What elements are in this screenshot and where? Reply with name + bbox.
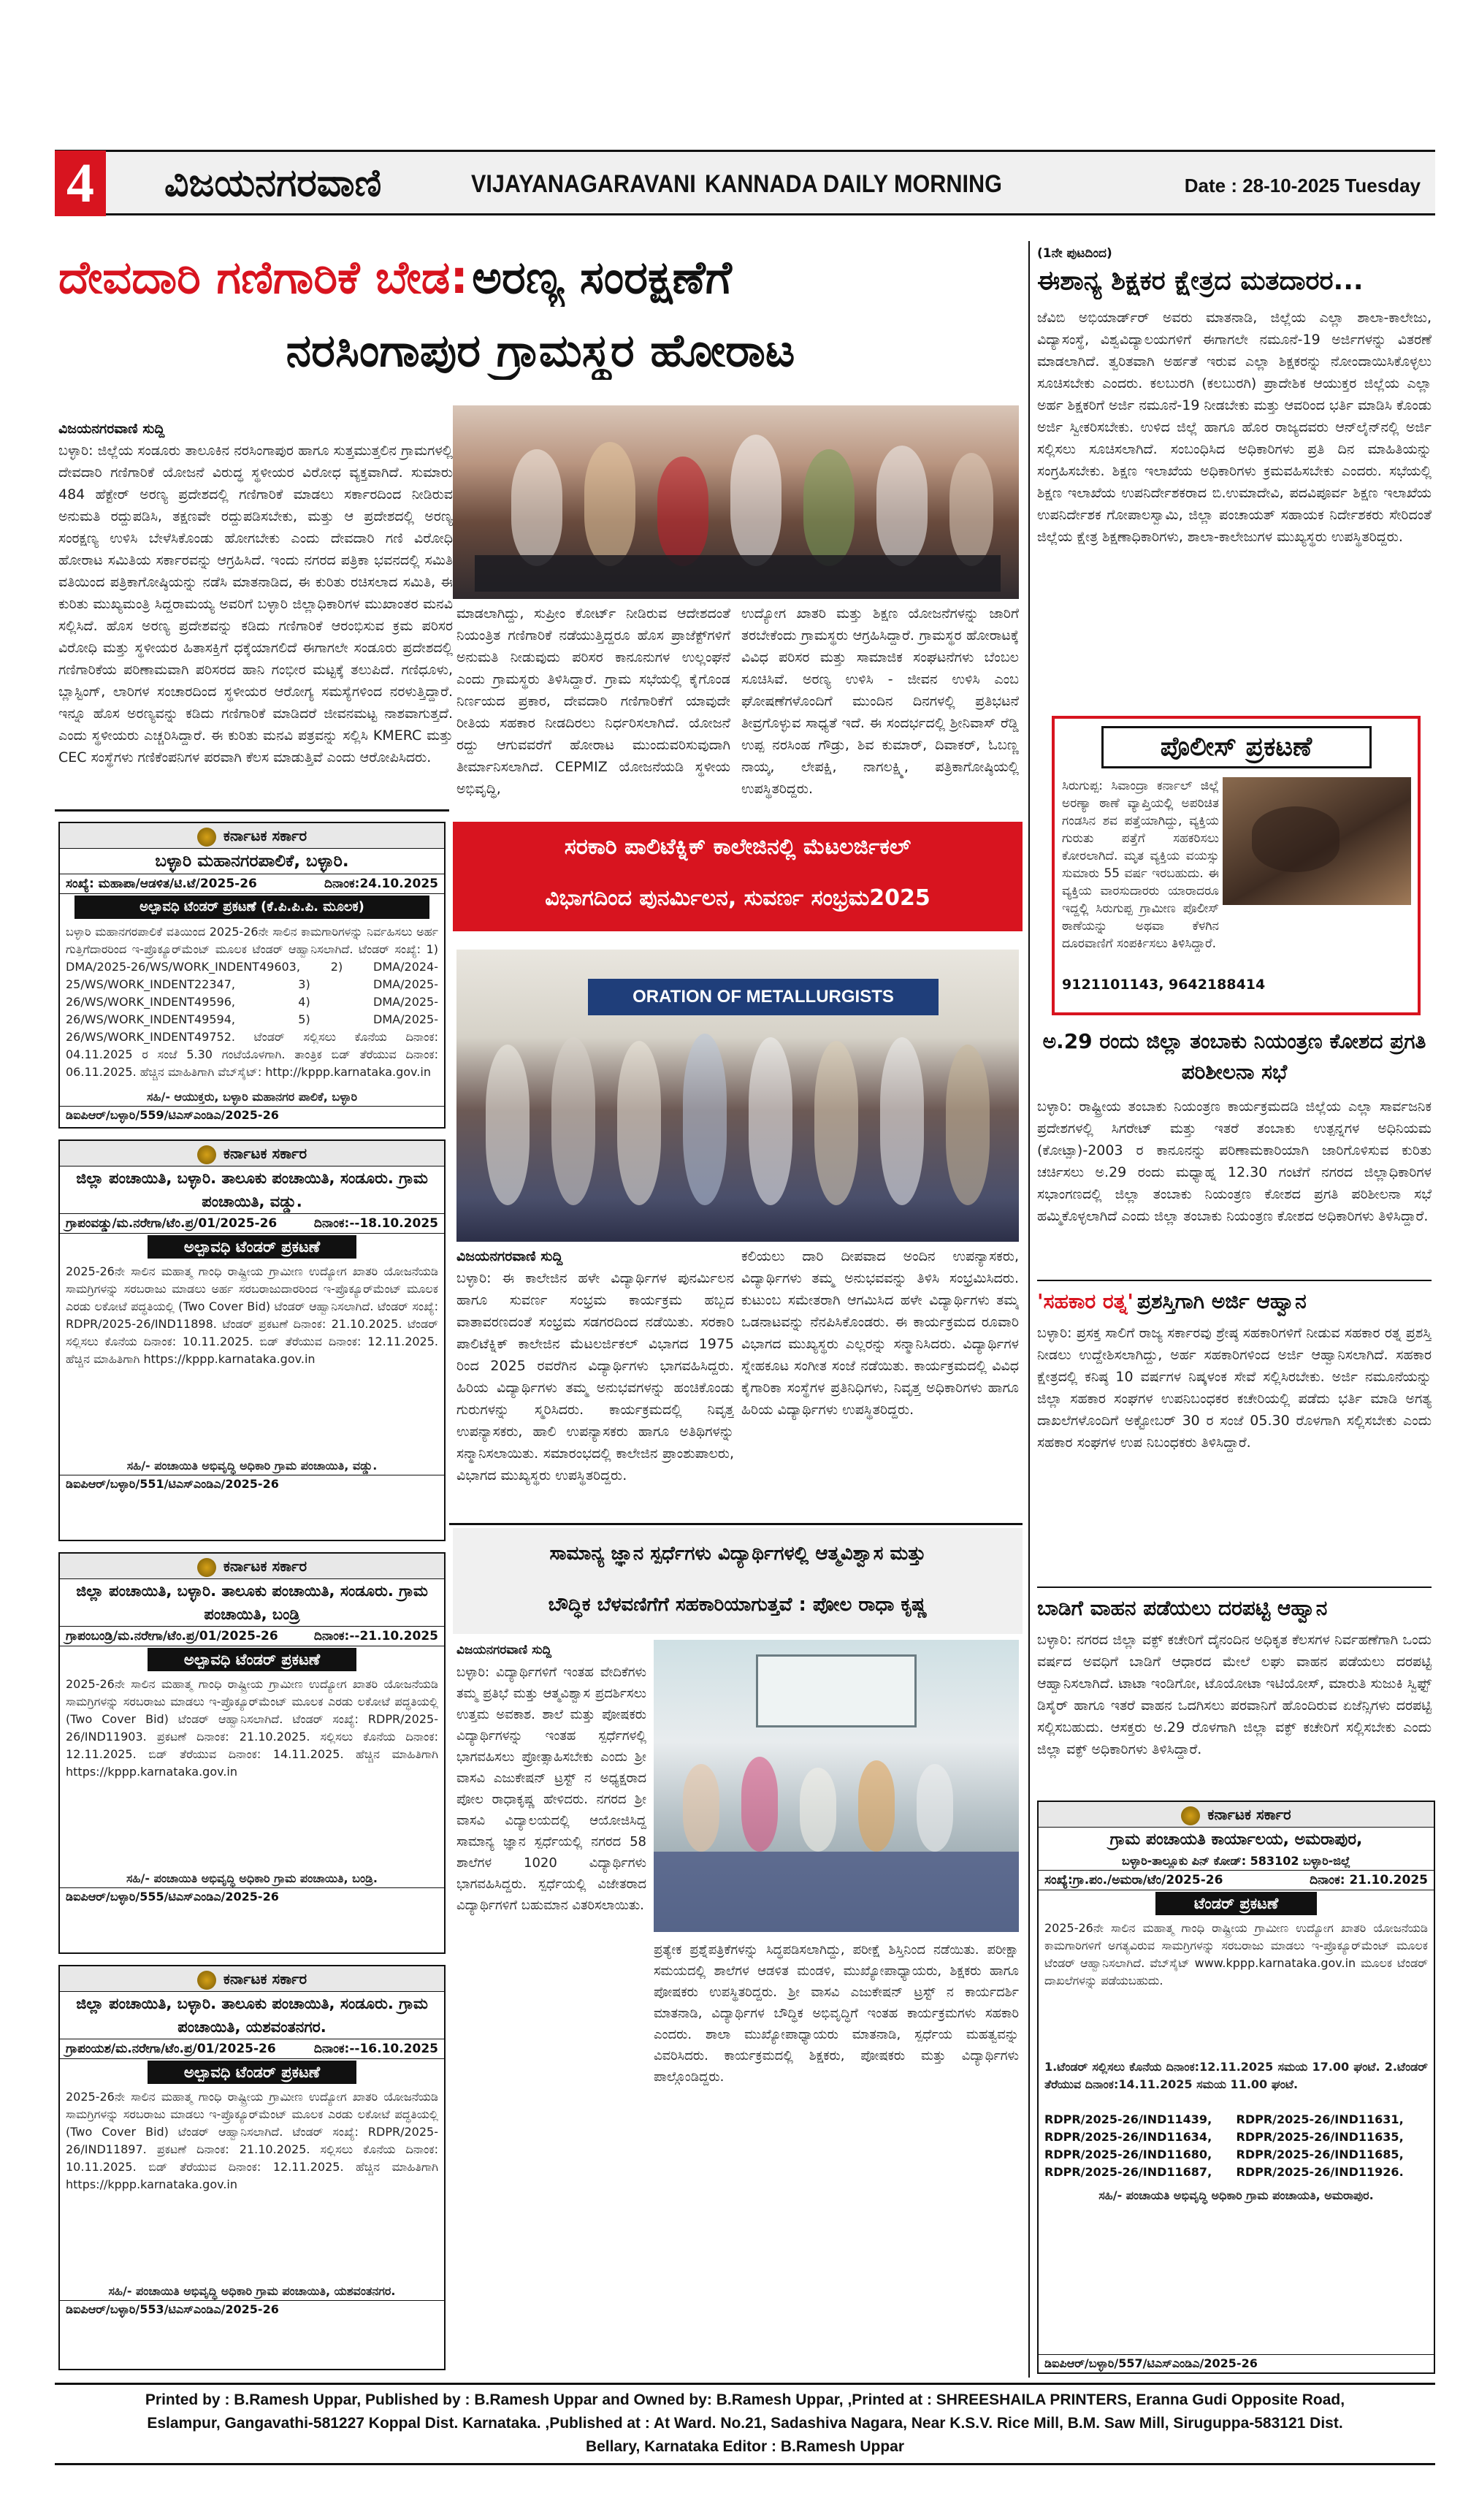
tender-code: RDPR/2025-26/IND11634,	[1044, 2130, 1212, 2144]
issue-date: Date : 28-10-2025 Tuesday	[1184, 175, 1421, 196]
masthead-title-kannada: ವಿಜಯನಗರವಾಣಿ	[164, 161, 382, 205]
imprint-line-3: Bellary, Karnataka Editor : B.Ramesh Uppar	[585, 2438, 905, 2455]
gk-dateline: ವಿಜಯನಗರವಾಣಿ ಸುದ್ದಿ	[456, 1643, 552, 1657]
tender-notice-title: ಅಲ್ಪಾವಧಿ ಟೆಂಡರ್ ಪ್ರಕಟಣೆ	[148, 1648, 356, 1671]
tender-sarkar: ಕರ್ನಾಟಕ ಸರ್ಕಾರ	[1207, 1806, 1291, 1823]
police-notice-phones: 9121101143, 9642188414	[1062, 977, 1266, 993]
tender-office: ಗ್ರಾಮ ಪಂಚಾಯತಿ ಕಾರ್ಯಾಲಯ, ಅಮರಾಪುರ,	[1109, 1830, 1363, 1849]
tender-ref: ಸಂಖ್ಯೆ:ಗ್ರಾ.ಪಂ./ಅಮರಾ/ಟೆಂ/2025-26	[1044, 1873, 1223, 1887]
tender-body: 2025-26ನೇ ಸಾಲಿನ ಮಹಾತ್ಮ ಗಾಂಧಿ ರಾಷ್ಟ್ರೀಯ ಗ್ರಾಮೀಣ ಉದ್ಯೋಗ ಖಾತರಿ ಯೋಜನೆಯಡಿ ಸಾಮಗ್ರಿಗಳನ್ನು ಸರಬರಾಜು ಮಾಡಲು ಅರ್ಹ ಸರಬರಾಜುದಾರರಿಂದ ಇ-ಪ್ರೊಕ್ಯೂರ್‌ಮೆಂಟ್ ಮೂಲಕ ಎರಡು ಲಕೋಟೆ ಪದ್ಧತಿಯಲ್ಲಿ (Two Cover Bid) ಟೆಂಡರ್ ಆಹ್ವಾನಿಸಲಾಗಿದೆ. ಟೆಂಡರ್ ಸಂಖ್ಯೆ: RDPR/2025-26/IND11898. ಟೆಂಡರ್ ಪ್ರಕಟಣೆ ದಿನಾಂಕ: 21.10.2025. ಟೆಂಡರ್ ಸಲ್ಲಿಸಲು ಕೊನೆಯ ದಿನಾಂಕ: 10.11.2025. ಬಿಡ್ ತೆರೆಯುವ ದಿನಾಂಕ: 12.11.2025. ಹೆಚ್ಚಿನ ಮಾಹಿತಿಗಾಗಿ https://kppp.karnataka.gov.in	[66, 1264, 438, 1366]
tender-body: 2025-26ನೇ ಸಾಲಿನ ಮಹಾತ್ಮ ಗಾಂಧಿ ರಾಷ್ಟ್ರೀಯ ಗ್ರಾಮೀಣ ಉದ್ಯೋಗ ಖಾತರಿ ಯೋಜನೆಯಡಿ ಕಾಮಗಾರಿಗಳಿಗೆ ಅಗತ್ಯವಿರುವ ಸಾಮಗ್ರಿಗಳನ್ನು ಸರಬರಾಜು ಮಾಡಲು ಇ-ಪ್ರೊಕ್ಯೂರ್‌ಮೆಂಟ್ ಮೂಲಕ ಟೆಂಡರ್ ಆಹ್ವಾನಿಸಲಾಗಿದೆ. ವೆಬ್‌ಸೈಟ್ www.kppp.karnataka.gov.in ಮೂಲಕ ಟೆಂಡರ್ ದಾಖಲೆಗಳನ್ನು ಪಡೆಯಬಹುದು.	[1044, 1921, 1428, 1988]
polytech-body-col1: ಬಳ್ಳಾರಿ: ಈ ಕಾಲೇಜಿನ ಹಳೇ ವಿದ್ಯಾರ್ಥಿಗಳ ಪುನರ್ಮಿಲನ ಹಾಗೂ ಸುವರ್ಣ ಸಂಭ್ರಮ ಕಾರ್ಯಕ್ರಮ ಹಬ್ಬದ ವಾತಾವರಣದಂತೆ ಸಂಭ್ರಮ ಸಡಗರದಿಂದ ನಡೆಯಿತು. ಸರಕಾರಿ ಪಾಲಿಟೆಕ್ನಿಕ್ ಕಾಲೇಜಿನ ಮೆಟಲರ್ಜಿಕಲ್ ವಿಭಾಗದ 1975 ರಿಂದ 2025 ರವರೆಗಿನ ವಿದ್ಯಾರ್ಥಿಗಳು ಭಾಗವಹಿಸಿದ್ದರು. ಹಿರಿಯ ವಿದ್ಯಾರ್ಥಿಗಳು ತಮ್ಮ ಅನುಭವಗಳನ್ನು ಹಂಚಿಕೊಂಡು ಗುರುಗಳನ್ನು ಸ್ಮರಿಸಿದರು. ಕಾರ್ಯಕ್ರಮದಲ್ಲಿ ನಿವೃತ್ತ ಉಪನ್ಯಾಸಕರು, ಹಾಲಿ ಉಪನ್ಯಾಸಕರು ಹಾಗೂ ಅತಿಥಿಗಳನ್ನು ಸನ್ಮಾನಿಸಲಾಯಿತು. ಸಮಾರಂಭದಲ್ಲಿ ಕಾಲೇಜಿನ ಪ್ರಾಂಶುಪಾಲರು, ವಿಭಾಗದ ಮುಖ್ಯಸ್ಥರು ಉಪಸ್ಥಿತರಿದ್ದರು.	[456, 1270, 734, 1484]
tender-office: ಜಿಲ್ಲಾ ಪಂಚಾಯಿತಿ, ಬಳ್ಳಾರಿ. ತಾಲೂಕು ಪಂಚಾಯಿತಿ, ಸಂಡೂರು. ಗ್ರಾಮ ಪಂಚಾಯಿತಿ, ಯಶವಂತನಗರ.	[76, 1995, 428, 2036]
right-top-body: ಜೆವಿಬಿ ಅಭಿಯಾರ್ಡ್‌ರ್ ಅವರು ಮಾತನಾಡಿ, ಜಿಲ್ಲೆಯ ಎಲ್ಲಾ ಶಾಲಾ-ಕಾಲೇಜು, ವಿದ್ಯಾಸಂಸ್ಥೆ, ವಿಶ್ವವಿದ್ಯಾಲಯಗಳಿಗೆ ಈಗಾಗಲೇ ನಮೂನೆ-19 ಅರ್ಜಿಗಳನ್ನು ವಿತರಣೆ ಮಾಡಲಾಗಿದೆ. ತ್ವರಿತವಾಗಿ ಅರ್ಹತೆ ಇರುವ ಎಲ್ಲಾ ಶಿಕ್ಷಕರನ್ನು ನೋಂದಾಯಿಸಿಕೊಳ್ಳಲು ಸೂಚಿಸಬೇಕು ಎಂದರು. ಕಲಬುರಗಿ (ಕಲಬುರಗಿ) ಪ್ರಾದೇಶಿಕ ಆಯುಕ್ತರ ಜಿಲ್ಲೆಯ ಎಲ್ಲಾ ಅರ್ಹ ಶಿಕ್ಷಕರಿಗೆ ಅರ್ಜಿ ನಮೂನೆ-19 ನೀಡಬೇಕು ಮತ್ತು ಆವರಿಂದ ಭರ್ತಿ ಮಾಡಿಸಿ ಕೊಂಡು ಅರ್ಜಿ ಸ್ವೀಕರಿಸಬೇಕು. ಉಳಿದ ಜಿಲ್ಲೆ ಹಾಗೂ ಹೊರ ರಾಜ್ಯದವರು ಆನ್‌ಲೈನ್‌ನಲ್ಲಿ ಅರ್ಜಿ ಸಲ್ಲಿಸಲು ಸೂಚಿಸಲಾಗಿದೆ. ಸಂಬಂಧಿಸಿದ ಅಧಿಕಾರಿಗಳು ಪ್ರತಿ ದಿನ ಮಾಹಿತಿಯನ್ನು ಸಂಗ್ರಹಿಸಬೇಕು. ಶಿಕ್ಷಣ ಇಲಾಖೆಯ ಅಧಿಕಾರಿಗಳು ಕ್ರಮವಹಿಸಬೇಕು ಎಂದರು. ಸಭೆಯಲ್ಲಿ ಶಿಕ್ಷಣ ಇಲಾಖೆಯ ಉಪನಿರ್ದೇಶಕರಾದ ಬಿ.ಉಮಾದೇವಿ, ಪದವಿಪೂರ್ವ ಶಿಕ್ಷಣ ಇಲಾಖೆಯ ಉಪನಿರ್ದೇಶಕ ಗೋಪಾಲಸ್ವಾಮಿ, ಜಿಲ್ಲಾ ಪಂಚಾಯತ್ ಸಹಾಯಕ ನಿರ್ದೇಶಕರು ಸೇರಿದಂತೆ ಜಿಲ್ಲೆಯ ಕ್ಷೇತ್ರ ಶಿಕ್ಷಣಾಧಿಕಾರಿಗಳು, ಶಾಲಾ-ಕಾಲೇಜುಗಳ ಮುಖ್ಯಸ್ಥರು ಉಪಸ್ಥಿತರಿದ್ದರು.	[1037, 310, 1432, 545]
column-divider	[1028, 241, 1030, 2378]
tender-notice-title: ಅಲ್ಪಾವಧಿ ಟೆಂಡರ್ ಪ್ರಕಟಣೆ	[148, 1235, 356, 1259]
polytech-banner: ORATION OF METALLURGISTS	[588, 979, 939, 1015]
tender-sign: ಸಹಿ/- ಆಯುಕ್ತರು, ಬಳ್ಳಾರಿ ಮಹಾನಗರ ಪಾಲಿಕೆ, ಬಳ್ಳಾರಿ	[146, 1090, 358, 1104]
lead-headline-red: ದೇವದಾರಿ ಗಣಿಗಾರಿಕೆ ಬೇಡ:	[58, 251, 468, 304]
government-emblem-icon	[1181, 1806, 1200, 1825]
section-divider	[1037, 1280, 1432, 1281]
polytech-headline-line2: ವಿಭಾಗದಿಂದ ಪುನರ್ಮಿಲನ, ಸುವರ್ಣ ಸಂಭ್ರಮ2025	[545, 885, 930, 911]
polytech-body-col2: ಕಲಿಯಲು ದಾರಿ ದೀಪವಾದ ಅಂದಿನ ಉಪನ್ಯಾಸಕರು, ವಿದ್ಯಾರ್ಥಿಗಳು ತಮ್ಮ ಅನುಭವವನ್ನು ತಿಳಿಸಿ ಸಂಭ್ರಮಿಸಿದರು. ಕುಟುಂಬ ಸಮೇತರಾಗಿ ಆಗಮಿಸಿದ ಹಳೇ ವಿದ್ಯಾರ್ಥಿಗಳು ತಮ್ಮ ಒಡನಾಟವನ್ನು ನೆನಪಿಸಿಕೊಂಡರು. ಈ ಕಾರ್ಯಕ್ರಮದ ರೂವಾರಿ ವಿಭಾಗದ ಮುಖ್ಯಸ್ಥರು ಎಲ್ಲರನ್ನು ಸನ್ಮಾನಿಸಿದರು. ವಿದ್ಯಾರ್ಥಿಗಳ ಸ್ನೇಹಕೂಟ ಸಂಗೀತ ಸಂಜೆ ನಡೆಯಿತು. ಕಾರ್ಯಕ್ರಮದಲ್ಲಿ ವಿವಿಧ ಕೈಗಾರಿಕಾ ಸಂಸ್ಥೆಗಳ ಪ್ರತಿನಿಧಿಗಳು, ನಿವೃತ್ತ ಅಧಿಕಾರಿಗಳು ಹಾಗೂ ಹಿರಿಯ ವಿದ್ಯಾರ್ಥಿಗಳು ಉಪಸ್ಥಿತರಿದ್ದರು.	[741, 1248, 1019, 1418]
tender-body: 2025-26ನೇ ಸಾಲಿನ ಮಹಾತ್ಮ ಗಾಂಧಿ ರಾಷ್ಟ್ರೀಯ ಗ್ರಾಮೀಣ ಉದ್ಯೋಗ ಖಾತರಿ ಯೋಜನೆಯಡಿ ಸಾಮಗ್ರಿಗಳನ್ನು ಸರಬರಾಜು ಮಾಡಲು ಇ-ಪ್ರೊಕ್ಯೂರ್‌ಮೆಂಟ್ ಮೂಲಕ ಎರಡು ಲಕೋಟೆ ಪದ್ಧತಿಯಲ್ಲಿ (Two Cover Bid) ಟೆಂಡರ್ ಆಹ್ವಾನಿಸಲಾಗಿದೆ. ಟೆಂಡರ್ ಸಂಖ್ಯೆ: RDPR/2025-26/IND11903. ಪ್ರಕಟಣೆ ದಿನಾಂಕ: 21.10.2025. ಸಲ್ಲಿಸಲು ಕೊನೆಯ ದಿನಾಂಕ: 12.11.2025. ಬಿಡ್ ತೆರೆಯುವ ದಿನಾಂಕ: 14.11.2025. ಹೆಚ್ಚಿನ ಮಾಹಿತಿಗಾಗಿ https://kppp.karnataka.gov.in	[66, 1677, 438, 1779]
lead-dateline: ವಿಜಯನಗರವಾಣಿ ಸುದ್ದಿ	[58, 421, 165, 437]
tender-sign: ಸಹಿ/- ಪಂಚಾಯಿತಿ ಅಭಿವೃದ್ಧಿ ಅಧಿಕಾರಿ ಗ್ರಾಮ ಪಂಚಾಯಿತಿ, ಬಂಡ್ರಿ.	[126, 1871, 378, 1885]
tender-footer: ಡಿಐಪಿಆರ್/ಬಳ್ಳಾರಿ/557/ಟಿಎಸ್‌ಎಂಡಿಎ/2025-26	[1039, 2354, 1434, 2372]
section-divider	[449, 1523, 1023, 1525]
police-notice	[1052, 716, 1421, 1015]
imprint-line-1: Printed by : B.Ramesh Uppar, Published by : B.Ramesh Uppar and Owned by: B.Ramesh Uppar, ,Printed at : SHREESHAILA PRINTERS, Eranna Gudi Opposite Road,	[145, 2391, 1345, 2408]
tender-sign: ಸಹಿ/- ಪಂಚಾಯಿತಿ ಅಭಿವೃದ್ಧಿ ಅಧಿಕಾರಿ ಗ್ರಾಮ ಪಂಚಾಯಿತಿ, ಯಶವಂತನಗರ.	[108, 2284, 396, 2298]
tender-sarkar: ಕರ್ನಾಟಕ ಸರ್ಕಾರ	[223, 1557, 307, 1575]
tender-footer: ಡಿಐಪಿಆರ್/ಬಳ್ಳಾರಿ/559/ಟಿಎಸ್‌ಎಂಡಿಎ/2025-26	[60, 1106, 444, 1124]
government-emblem-icon	[197, 1558, 216, 1577]
tender-code: RDPR/2025-26/IND11631,	[1236, 2112, 1404, 2126]
tender-date: ದಿನಾಂಕ: 21.10.2025	[1310, 1873, 1428, 1887]
polytech-headline	[453, 822, 1023, 931]
vehicle-headline: ಬಾಡಿಗೆ ವಾಹನ ಪಡೆಯಲು ದರಪಟ್ಟಿ ಆಹ್ವಾನ	[1037, 1596, 1328, 1620]
polytech-headline-line1: ಸರಕಾರಿ ಪಾಲಿಟೆಕ್ನಿಕ್ ಕಾಲೇಜಿನಲ್ಲಿ ಮೆಟಲರ್ಜಿಕಲ್	[564, 834, 912, 860]
masthead-subtitle: KANNADA DAILY MORNING	[705, 170, 1002, 198]
page-number: 4	[55, 150, 106, 216]
polytech-photo	[456, 950, 1019, 1242]
tender-notice-title: ಅಲ್ಪಾವಧಿ ಟೆಂಡರ್ ಪ್ರಕಟಣೆ	[148, 2061, 356, 2084]
tender-ref: ಗ್ರಾಪಂಬಂಡ್ರಿ/ಮ.ನರೇಗಾ/ಟೆಂ.ಪ್ರ/01/2025-26	[66, 1629, 278, 1643]
gk-headline-line2: ಬೌದ್ಧಿಕ ಬೆಳವಣಿಗೆಗೆ ಸಹಕಾರಿಯಾಗುತ್ತವೆ : ಪೋಲ ರಾಧಾ ಕೃಷ್ಣ	[548, 1594, 928, 1616]
tender-ref: ಗ್ರಾಪಂವಡ್ಡು/ಮ.ನರೇಗಾ/ಟೆಂ.ಪ್ರ/01/2025-26	[66, 1216, 278, 1231]
vehicle-body: ಬಳ್ಳಾರಿ: ನಗರದ ಜಿಲ್ಲಾ ವಕ್ಫ್ ಕಚೇರಿಗೆ ದೈನಂದಿನ ಅಧಿಕೃತ ಕೆಲಸಗಳ ನಿರ್ವಹಣೆಗಾಗಿ ಒಂದು ವರ್ಷದ ಅವಧಿಗೆ ಬಾಡಿಗೆ ಆಧಾರದ ಮೇಲೆ ಲಘು ವಾಹನ ಪಡೆಯಲು ದರಪಟ್ಟಿ ಆಹ್ವಾನಿಸಲಾಗಿದೆ. ಟಾಟಾ ಇಂಡಿಗೋ, ಟೊಯೋಟಾ ಇಟಿಯೋಸ್, ಮಾರುತಿ ಸುಜುಕಿ ಸ್ವಿಫ್ಟ್ ಡಿಸೈರ್ ಹಾಗೂ ಇತರೆ ವಾಹನ ಒದಗಿಸಲು ಪರವಾನಿಗೆ ಹೊಂದಿರುವ ಏಜೆನ್ಸಿಗಳು ದರಪಟ್ಟಿ ಸಲ್ಲಿಸಬಹುದು. ಆಸಕ್ತರು ಅ.29 ರೊಳಗಾಗಿ ಜಿಲ್ಲಾ ವಕ್ಫ್ ಕಚೇರಿಗೆ ಸಲ್ಲಿಸಬೇಕು ಎಂದು ಜಿಲ್ಲಾ ವಕ್ಫ್ ಅಧಿಕಾರಿಗಳು ತಿಳಿಸಿದ್ದಾರೆ.	[1037, 1632, 1432, 1757]
right-top-kicker: (1ನೇ ಪುಟದಿಂದ)	[1037, 246, 1112, 261]
government-emblem-icon	[197, 1971, 216, 1990]
tender-notice-2	[58, 1139, 446, 1541]
police-notice-body: ಸಿರುಗುಪ್ಪ: ಸಿವಾಂದ್ರಾ ಕರ್ನಾಲ್ ಜಿಲ್ಲೆ ಅರಣ್ಯಾ ಠಾಣೆ ವ್ಯಾಪ್ತಿಯಲ್ಲಿ ಅಪರಿಚಿತ ಗಂಡಸಿನ ಶವ ಪತ್ತೆಯಾಗಿದ್ದು, ವ್ಯಕ್ತಿಯ ಗುರುತು ಪತ್ತೆಗೆ ಸಹಕರಿಸಲು ಕೋರಲಾಗಿದೆ. ಮೃತ ವ್ಯಕ್ತಿಯ ವಯಸ್ಸು ಸುಮಾರು 55 ವರ್ಷ ಇರಬಹುದು. ಈ ವ್ಯಕ್ತಿಯ ವಾರಸುದಾರರು ಯಾರಾದರೂ ಇದ್ದಲ್ಲಿ ಸಿರುಗುಪ್ಪ ಗ್ರಾಮೀಣ ಪೊಲೀಸ್ ಠಾಣೆಯನ್ನು ಅಥವಾ ಕೆಳಗಿನ ದೂರವಾಣಿಗೆ ಸಂಪರ್ಕಿಸಲು ತಿಳಿಸಿದ್ದಾರೆ.	[1062, 779, 1219, 951]
tender-footer: ಡಿಐಪಿಆರ್/ಬಳ್ಳಾರಿ/553/ಟಿಎಸ್‌ಎಂಡಿಎ/2025-26	[60, 2300, 444, 2318]
lead-body-col2: ಮಾಡಲಾಗಿದ್ದು, ಸುಪ್ರೀಂ ಕೋರ್ಟ್ ನೀಡಿರುವ ಆದೇಶದಂತೆ ನಿಯಂತ್ರಿತ ಗಣಿಗಾರಿಕೆ ನಡೆಯುತ್ತಿದ್ದರೂ ಹೊಸ ಪ್ರಾಜೆಕ್ಟ್‌ಗಳಿಗೆ ಅನುಮತಿ ನೀಡುವುದು ಪರಿಸರ ಕಾನೂನುಗಳ ಉಲ್ಲಂಘನೆ ಎಂದು ಗ್ರಾಮಸ್ಥರು ತಿಳಿಸಿದ್ದಾರೆ. ಗ್ರಾಮ ಸಭೆಯಲ್ಲಿ ಕೈಗೊಂಡ ನಿರ್ಣಯದ ಪ್ರಕಾರ, ದೇವದಾರಿ ಗಣಿಗಾರಿಕೆಗೆ ಯಾವುದೇ ರೀತಿಯ ಸಹಕಾರ ನೀಡದಿರಲು ನಿರ್ಧರಿಸಲಾಗಿದೆ. ಯೋಜನೆ ರದ್ದು ಆಗುವವರೆಗೆ ಹೋರಾಟ ಮುಂದುವರಿಸುವುದಾಗಿ ತೀರ್ಮಾನಿಸಲಾಗಿದೆ. CEPMIZ ಯೋಜನೆಯಡಿ ಸ್ಥಳೀಯ ಅಭಿವೃದ್ಧಿ,	[456, 606, 730, 797]
masthead-title-english: VIJAYANAGARAVANI	[471, 170, 696, 198]
lead-body: ಬಳ್ಳಾರಿ: ಜಿಲ್ಲೆಯ ಸಂಡೂರು ತಾಲೂಕಿನ ನರಸಿಂಗಾಪುರ ಹಾಗೂ ಸುತ್ತಮುತ್ತಲಿನ ಗ್ರಾಮಗಳಲ್ಲಿ ದೇವದಾರಿ ಗಣಿಗಾರಿಕೆ ಯೋಜನೆ ವಿರುದ್ಧ ಸ್ಥಳೀಯರ ವಿರೋಧ ವ್ಯಕ್ತವಾಗಿದೆ. ಸುಮಾರು 484 ಹೆಕ್ಟೇರ್ ಅರಣ್ಯ ಪ್ರದೇಶದಲ್ಲಿ ಗಣಿಗಾರಿಕೆ ಮಾಡಲು ಸರ್ಕಾರದಿಂದ ನೀಡಿರುವ ಅನುಮತಿ ರದ್ದುಪಡಿಸಿ, ತಕ್ಷಣವೇ ರದ್ದುಪಡಿಸಬೇಕು, ಮತ್ತು ಆ ಪ್ರದೇಶದಲ್ಲಿ ಅರಣ್ಯ ಸಂರಕ್ಷಣ್ಯ ಉಳಿಸಿ ಬೇಳೆಸಿಕೊಂಡು ಹೋಗಬೇಕು ಎಂದು ದೇವದಾರಿ ಗಣಿ ವಿರೋಧಿ ಹೋರಾಟ ಸಮಿತಿಯ ಸರ್ಕಾರವನ್ನು ಆಗ್ರಹಿಸಿದೆ. ಇಂದು ನಗರದ ಪತ್ರಿಕಾ ಭವನದಲ್ಲಿ ಸಮಿತಿ ವತಿಯಿಂದ ಪತ್ರಿಕಾಗೋಷ್ಠಿಯನ್ನು ನಡೆಸಿ ಮಾತನಾಡಿದ, ಈ ಕುರಿತು ರಚಿಸಲಾದ ಸಮಿತಿ, ಈ ಕುರಿತು ಮುಖ್ಯಮಂತ್ರಿ ಸಿದ್ದರಾಮಯ್ಯ ಅವರಿಗೆ ಬಳ್ಳಾರಿ ಜಿಲ್ಲಾಧಿಕಾರಿಗಳ ಮುಖಾಂತರ ಮನವಿ ಸಲ್ಲಿಸಿದೆ. ಹೊಸ ಅರಣ್ಯ ಪ್ರದೇಶವನ್ನು ಕಡಿದು ಗಣಿಗಾರಿಕೆ ಆರಂಭಿಸುವ ಕ್ರಮ ಪರಿಸರ ವಿರೋಧಿ ಮತ್ತು ಸ್ಥಳೀಯರ ಹಿತಾಸಕ್ತಿಗೆ ಧಕ್ಕೆಯಾಗಲಿದೆ ಈಗಾಗಲೇ ಸಂಡೂರು ಪ್ರದೇಶದಲ್ಲಿ ಗಣಿಗಾರಿಕೆಯ ಪರಿಣಾಮವಾಗಿ ಪರಿಸರದ ಹಾನಿ ಗಂಭೀರ ಮಟ್ಟಕ್ಕೆ ತಲುಪಿದೆ. ಗಣಿಧೂಳು, ಬ್ಲಾಸ್ಟಿಂಗ್, ಲಾರಿಗಳ ಸಂಚಾರದಿಂದ ಸ್ಥಳೀಯರ ಆರೋಗ್ಯ ಸಮಸ್ಯೆಗಳಿಂದ ನರಳುತ್ತಿದ್ದಾರೆ. ಇನ್ನೂ ಹೊಸ ಅರಣ್ಯವನ್ನು ಕಡಿದು ಗಣಿಗಾರಿಕೆ ಮಾಡಿದರೆ ಜೀವನಮಟ್ಟ ನಾಶವಾಗುತ್ತದೆ. ಎಂದು ಸ್ಥಳೀಯರು ಎಚ್ಚರಿಸಿದ್ದಾರೆ. ಈ ಕುರಿತು ಮನವಿ ಪತ್ರವನ್ನು ಸಲ್ಲಿಸಿ KMERC ಮತ್ತು CEC ಸಂಸ್ಥೆಗಳು ಗಣಿಕೆಂಪನಿಗಳ ಪರವಾಗಿ ಕೆಲಸ ಮಾಡುತ್ತಿವೆ ಎಂದು ಆರೋಪಿಸಿದರು.	[58, 443, 453, 765]
footer-rule	[55, 2383, 1435, 2385]
tender-body: ಬಳ್ಳಾರಿ ಮಹಾನಗರಪಾಲಿಕೆ ವತಿಯಿಂದ 2025-26ನೇ ಸಾಲಿನ ಕಾಮಗಾರಿಗಳನ್ನು ನಿರ್ವಹಿಸಲು ಅರ್ಹ ಗುತ್ತಿಗೆದಾರರಿಂದ ಇ-ಪ್ರೊಕ್ಯೂರ್‌ಮೆಂಟ್ ಮೂಲಕ ಟೆಂಡರ್ ಆಹ್ವಾನಿಸಲಾಗಿದೆ. ಟೆಂಡರ್ ಸಂಖ್ಯೆ: 1) DMA/2025-26/WS/WORK_INDENT49603, 2) DMA/2024-25/WS/WORK_INDENT22347, 3) DMA/2025-26/WS/WORK_INDENT49596, 4) DMA/2025-26/WS/WORK_INDENT49594, 5) DMA/2025-26/WS/WORK_INDENT49752. ಟೆಂಡರ್ ಸಲ್ಲಿಸಲು ಕೊನೆಯ ದಿನಾಂಕ: 04.11.2025 ರ ಸಂಜೆ 5.30 ಗಂಟೆಯೊಳಗಾಗಿ. ತಾಂತ್ರಿಕ ಬಿಡ್ ತೆರೆಯುವ ದಿನಾಂಕ: 06.11.2025. ಹೆಚ್ಚಿನ ಮಾಹಿತಿಗಾಗಿ ವೆಬ್‌ಸೈಟ್: http://kppp.karnataka.gov.in	[66, 925, 438, 1079]
gk-body-col1: ಬಳ್ಳಾರಿ: ವಿದ್ಯಾರ್ಥಿಗಳಿಗೆ ಇಂತಹ ವೇದಿಕೆಗಳು ತಮ್ಮ ಪ್ರತಿಭೆ ಮತ್ತು ಆತ್ಮವಿಶ್ವಾಸ ಪ್ರದರ್ಶಿಸಲು ಉತ್ತಮ ಅವಕಾಶ. ಶಾಲೆ ಮತ್ತು ಪೋಷಕರು ವಿದ್ಯಾರ್ಥಿಗಳನ್ನು ಇಂತಹ ಸ್ಪರ್ಧೆಗಳಲ್ಲಿ ಭಾಗವಹಿಸಲು ಪ್ರೋತ್ಸಾಹಿಸಬೇಕು ಎಂದು ಶ್ರೀ ವಾಸವಿ ಎಜುಕೇಷನ್ ಟ್ರಸ್ಟ್ ನ ಅಧ್ಯಕ್ಷರಾದ ಪೋಲ ರಾಧಾಕೃಷ್ಣ ಹೇಳಿದರು. ನಗರದ ಶ್ರೀ ವಾಸವಿ ವಿದ್ಯಾಲಯದಲ್ಲಿ ಆಯೋಜಿಸಿದ್ದ ಸಾಮಾನ್ಯ ಜ್ಞಾನ ಸ್ಪರ್ಧೆಯಲ್ಲಿ ನಗರದ 58 ಶಾಲೆಗಳ 1020 ವಿದ್ಯಾರ್ಥಿಗಳು ಭಾಗವಹಿಸಿದ್ದರು. ಸ್ಪರ್ಧೆಯಲ್ಲಿ ವಿಜೇತರಾದ ವಿದ್ಯಾರ್ಥಿಗಳಿಗೆ ಬಹುಮಾನ ವಿತರಿಸಲಾಯಿತು.	[456, 1665, 646, 1913]
tender-code: RDPR/2025-26/IND11439,	[1044, 2112, 1212, 2126]
tender-sign: ಸಹಿ/- ಪಂಚಾಯಿತಿ ಅಭಿವೃದ್ಧಿ ಅಧಿಕಾರಿ ಗ್ರಾಮ ಪಂಚಾಯಿತಿ, ವಡ್ಡು.	[126, 1459, 378, 1473]
sahakara-headline	[1037, 1286, 1432, 1318]
tender-code: RDPR/2025-26/IND11687,	[1044, 2165, 1212, 2179]
police-notice-title: ಪೊಲೀಸ್ ಪ್ರಕಟಣೆ	[1101, 726, 1372, 768]
gk-photo	[654, 1640, 1019, 1932]
polytech-dateline: ವಿಜಯನಗರವಾಣಿ ಸುದ್ದಿ	[456, 1248, 563, 1264]
gk-headline	[453, 1528, 1023, 1634]
tender-subline: ಬಳ್ಳಾರಿ-ತಾಲ್ಲೂಕು ಪಿನ್ ಕೋಡ್: 583102 ಬಳ್ಳಾರಿ-ಜಿಲ್ಲೆ	[1122, 1854, 1350, 1868]
section-divider	[55, 809, 449, 812]
lead-photo	[453, 405, 1019, 599]
tender-sarkar: ಕರ್ನಾಟಕ ಸರ್ಕಾರ	[223, 827, 307, 844]
tender-body: 2025-26ನೇ ಸಾಲಿನ ಮಹಾತ್ಮ ಗಾಂಧಿ ರಾಷ್ಟ್ರೀಯ ಗ್ರಾಮೀಣ ಉದ್ಯೋಗ ಖಾತರಿ ಯೋಜನೆಯಡಿ ಸಾಮಗ್ರಿಗಳನ್ನು ಸರಬರಾಜು ಮಾಡಲು ಇ-ಪ್ರೊಕ್ಯೂರ್‌ಮೆಂಟ್ ಮೂಲಕ ಎರಡು ಲಕೋಟೆ ಪದ್ಧತಿಯಲ್ಲಿ (Two Cover Bid) ಟೆಂಡರ್ ಆಹ್ವಾನಿಸಲಾಗಿದೆ. ಟೆಂಡರ್ ಸಂಖ್ಯೆ: RDPR/2025-26/IND11897. ಪ್ರಕಟಣೆ ದಿನಾಂಕ: 21.10.2025. ಸಲ್ಲಿಸಲು ಕೊನೆಯ ದಿನಾಂಕ: 10.11.2025. ಬಿಡ್ ತೆರೆಯುವ ದಿನಾಂಕ: 12.11.2025. ಹೆಚ್ಚಿನ ಮಾಹಿತಿಗಾಗಿ https://kppp.karnataka.gov.in	[66, 2090, 438, 2191]
lead-body-col3: ಉದ್ಯೋಗ ಖಾತರಿ ಮತ್ತು ಶಿಕ್ಷಣ ಯೋಜನೆಗಳನ್ನು ಜಾರಿಗೆ ತರಬೇಕೆಂದು ಗ್ರಾಮಸ್ಥರು ಆಗ್ರಹಿಸಿದ್ದಾರೆ. ಗ್ರಾಮಸ್ಥರ ಹೋರಾಟಕ್ಕೆ ವಿವಿಧ ಪರಿಸರ ಮತ್ತು ಸಾಮಾಜಿಕ ಸಂಘಟನೆಗಳು ಬೆಂಬಲ ಸೂಚಿಸಿವೆ. ಅರಣ್ಯ ಉಳಿಸಿ - ಜೀವನ ಉಳಿಸಿ ಎಂಬ ಘೋಷಣೆಗಳೊಂದಿಗೆ ಮುಂದಿನ ದಿನಗಳಲ್ಲಿ ಪ್ರತಿಭಟನೆ ತೀವ್ರಗೊಳ್ಳುವ ಸಾಧ್ಯತೆ ಇದೆ. ಈ ಸಂದರ್ಭದಲ್ಲಿ ಶ್ರೀನಿವಾಸ್ ರೆಡ್ಡಿ ಉಪ್ಪ ನರಸಿಂಹ ಗೌಡ್ರು, ಶಿವ ಕುಮಾರ್, ದಿವಾಕರ್, ಓಬಣ್ಣ ನಾಯ್ಕ, ಲೇಪಕ್ಷಿ, ನಾಗಲಕ್ಷ್ಮಿ, ಪತ್ರಿಕಾಗೋಷ್ಠಿಯಲ್ಲಿ ಉಪಸ್ಥಿತರಿದ್ದರು.	[741, 606, 1019, 797]
tender-code: RDPR/2025-26/IND11635,	[1236, 2130, 1404, 2144]
tender-code: RDPR/2025-26/IND11685,	[1236, 2147, 1404, 2161]
tender-sarkar: ಕರ್ನಾಟಕ ಸರ್ಕಾರ	[223, 1970, 307, 1988]
tender-code: RDPR/2025-26/IND11926.	[1236, 2165, 1404, 2179]
tobacco-headline: ಅ.29 ರಂದು ಜಿಲ್ಲಾ ತಂಬಾಕು ನಿಯಂತ್ರಣ ಕೋಶದ ಪ್ರಗತಿ ಪರಿಶೀಲನಾ ಸಭೆ	[1042, 1029, 1426, 1084]
tender-notice-title: ಅಲ್ಪಾವಧಿ ಟೆಂಡರ್ ಪ್ರಕಟಣೆ (ಕೆ.ಪಿ.ಪಿ.ಪಿ. ಮೂಲಕ)	[74, 896, 429, 919]
gk-headline-line1: ಸಾಮಾನ್ಯ ಜ್ಞಾನ ಸ್ಪರ್ಧೆಗಳು ವಿದ್ಯಾರ್ಥಿಗಳಲ್ಲಿ ಆತ್ಮವಿಶ್ವಾಸ ಮತ್ತು	[549, 1543, 926, 1565]
lead-headline-line2: ನರಸಿಂಗಾಪುರ ಗ್ರಾಮಸ್ಥರ ಹೋರಾಟ	[286, 324, 795, 377]
tender-code: RDPR/2025-26/IND11680,	[1044, 2147, 1212, 2161]
tender-date: ದಿನಾಂಕ:24.10.2025	[324, 877, 438, 891]
tender-footer: ಡಿಐಪಿಆರ್/ಬಳ್ಳಾರಿ/551/ಟಿಎಸ್‌ಎಂಡಿಎ/2025-26	[60, 1475, 444, 1493]
tender-notice-title: ಟೆಂಡರ್ ಪ್ರಕಟಣೆ	[1155, 1892, 1317, 1915]
tender-sarkar: ಕರ್ನಾಟಕ ಸರ್ಕಾರ	[223, 1145, 307, 1162]
right-top-headline: ಈಶಾನ್ಯ ಶಿಕ್ಷಕರ ಕ್ಷೇತ್ರದ ಮತದಾರರ...	[1037, 266, 1364, 296]
tender-date: ದಿನಾಂಕ:--21.10.2025	[313, 1629, 438, 1643]
lead-headline	[58, 248, 1023, 307]
tender-ref: ಗ್ರಾಪಂಯಶ/ಮ.ನರೇಗಾ/ಟೆಂ.ಪ್ರ/01/2025-26	[66, 2042, 276, 2056]
tender-office: ಬಳ್ಳಾರಿ ಮಹಾನಗರಪಾಲಿಕೆ, ಬಳ್ಳಾರಿ.	[155, 852, 349, 871]
tender-date: ದಿನಾಂಕ:--16.10.2025	[313, 2042, 438, 2056]
tender-schedule: 1.ಟೆಂಡರ್ ಸಲ್ಲಿಸಲು ಕೊನೆಯ ದಿನಾಂಕ:12.11.2025 ಸಮಯ 17.00 ಘಂಟೆ. 2.ಟೆಂಡರ್ ತೆರೆಯುವ ದಿನಾಂಕ:14.11.2025 ಸಮಯ 11.00 ಘಂಟೆ.	[1044, 2060, 1428, 2091]
tender-footer: ಡಿಐಪಿಆರ್/ಬಳ್ಳಾರಿ/555/ಟಿಎಸ್‌ಎಂಡಿಎ/2025-26	[60, 1887, 444, 1906]
sahakara-body: ಬಳ್ಳಾರಿ: ಪ್ರಸಕ್ತ ಸಾಲಿಗೆ ರಾಜ್ಯ ಸರ್ಕಾರವು ಶ್ರೇಷ್ಠ ಸಹಕಾರಿಗಳಿಗೆ ನೀಡುವ ಸಹಕಾರ ರತ್ನ ಪ್ರಶಸ್ತಿ ನೀಡಲು ಉದ್ದೇಶಿಸಲಾಗಿದ್ದು, ಅರ್ಹ ಸಹಕಾರಿಗಳಿಂದ ಅರ್ಜಿ ಆಹ್ವಾನಿಸಲಾಗಿದೆ. ಸಹಕಾರ ಕ್ಷೇತ್ರದಲ್ಲಿ ಕನಿಷ್ಠ 10 ವರ್ಷಗಳ ನಿಷ್ಕಳಂಕ ಸೇವೆ ಸಲ್ಲಿಸಿರಬೇಕು. ಅರ್ಜಿ ನಮೂನೆಯನ್ನು ಜಿಲ್ಲಾ ಸಹಕಾರ ಸಂಘಗಳ ಉಪನಿಬಂಧಕರ ಕಚೇರಿಯಲ್ಲಿ ಪಡೆದು ಭರ್ತಿ ಮಾಡಿ ಅಗತ್ಯ ದಾಖಲೆಗಳೊಂದಿಗೆ ಅಕ್ಟೋಬರ್ 30 ರ ಸಂಜೆ 05.30 ರೊಳಗಾಗಿ ಸಲ್ಲಿಸಬೇಕು ಎಂದು ಸಹಕಾರ ಸಂಘಗಳ ಉಪ ನಿಬಂಧಕರು ತಿಳಿಸಿದ್ದಾರೆ.	[1037, 1325, 1432, 1451]
imprint-line-2: Eslampur, Gangavathi-581227 Koppal Dist. Karnataka. ,Published at : At Ward. No.21, Sadashiva Nagara, Near K.S.V. Rice Mill, B.M. Saw Mill, Siruguppa-583121 Dist.	[147, 2415, 1343, 2432]
gk-body-col2: ಪ್ರತ್ಯೇಕ ಪ್ರಶ್ನೆಪತ್ರಿಕೆಗಳನ್ನು ಸಿದ್ಧಪಡಿಸಲಾಗಿದ್ದು, ಪರೀಕ್ಷೆ ಶಿಸ್ತಿನಿಂದ ನಡೆಯಿತು. ಪರೀಕ್ಷಾ ಸಮಯದಲ್ಲಿ ಶಾಲೆಗಳ ಆಡಳಿತ ಮಂಡಳಿ, ಮುಖ್ಯೋಪಾಧ್ಯಾಯರು, ಶಿಕ್ಷಕರು ಹಾಗೂ ಪೋಷಕರು ಉಪಸ್ಥಿತರಿದ್ದರು. ಶ್ರೀ ವಾಸವಿ ಎಜುಕೇಷನ್ ಟ್ರಸ್ಟ್ ನ ಕಾರ್ಯದರ್ಶಿ ಮಾತನಾಡಿ, ವಿದ್ಯಾರ್ಥಿಗಳ ಬೌದ್ಧಿಕ ಅಭಿವೃದ್ಧಿಗೆ ಇಂತಹ ಕಾರ್ಯಕ್ರಮಗಳು ಸಹಕಾರಿ ಎಂದರು. ಶಾಲಾ ಮುಖ್ಯೋಪಾಧ್ಯಾಯರು ಮಾತನಾಡಿ, ಸ್ಪರ್ಧೆಯ ಮಹತ್ವವನ್ನು ವಿವರಿಸಿದರು. ಕಾರ್ಯಕ್ರಮದಲ್ಲಿ ಶಿಕ್ಷಕರು, ಪೋಷಕರು ಮತ್ತು ವಿದ್ಯಾರ್ಥಿಗಳು ಪಾಲ್ಗೊಂಡಿದ್ದರು.	[654, 1942, 1019, 2085]
tender-ref: ಸಂಖ್ಯೆ: ಮಹಾಪಾ/ಆಡಳಿತ/ಟಿ.ಟೆ/2025-26	[66, 877, 257, 891]
footer-rule	[55, 2463, 1435, 2465]
tender-office: ಜಿಲ್ಲಾ ಪಂಚಾಯಿತಿ, ಬಳ್ಳಾರಿ. ತಾಲೂಕು ಪಂಚಾಯಿತಿ, ಸಂಡೂರು. ಗ್ರಾಮ ಪಂಚಾಯಿತಿ, ಬಂಡ್ರಿ	[76, 1582, 428, 1623]
tender-date: ದಿನಾಂಕ:--18.10.2025	[313, 1216, 438, 1231]
tender-code-list	[1039, 2109, 1434, 2183]
tender-sign: ಸಹಿ/- ಪಂಚಾಯತಿ ಅಭಿವೃದ್ಧಿ ಅಧಿಕಾರಿ ಗ್ರಾಮ ಪಂಚಾಯತಿ, ಅಮರಾಪುರ.	[1098, 2188, 1374, 2202]
government-emblem-icon	[197, 828, 216, 847]
tender-office: ಜಿಲ್ಲಾ ಪಂಚಾಯಿತಿ, ಬಳ್ಳಾರಿ. ತಾಲೂಕು ಪಂಚಾಯಿತಿ, ಸಂಡೂರು. ಗ್ರಾಮ ಪಂಚಾಯಿತಿ, ವಡ್ಡು.	[76, 1169, 428, 1210]
sahakara-headline-red: 'ಸಹಕಾರ ರತ್ನ'	[1037, 1289, 1134, 1313]
tender-notice-4	[58, 1965, 446, 2370]
tobacco-body: ಬಳ್ಳಾರಿ: ರಾಷ್ಟ್ರೀಯ ತಂಬಾಕು ನಿಯಂತ್ರಣ ಕಾರ್ಯಕ್ರಮದಡಿ ಜಿಲ್ಲೆಯ ಎಲ್ಲಾ ಸಾರ್ವಜನಿಕ ಪ್ರದೇಶಗಳಲ್ಲಿ ಸಿಗರೇಟ್ ಮತ್ತು ಇತರೆ ತಂಬಾಕು ಉತ್ಪನ್ನಗಳ ಅಧಿನಿಯಮ (ಕೋಟ್ಪಾ)-2003 ರ ಕಾನೂನನ್ನು ಪರಿಣಾಮಕಾರಿಯಾಗಿ ಜಾರಿಗೊಳಿಸುವ ಕುರಿತು ಚರ್ಚಿಸಲು ಅ.29 ರಂದು ಮಧ್ಯಾಹ್ನ 12.30 ಗಂಟೆಗೆ ನಗರದ ಜಿಲ್ಲಾಧಿಕಾರಿಗಳ ಸಭಾಂಗಣದಲ್ಲಿ ಜಿಲ್ಲಾ ತಂಬಾಕು ನಿಯಂತ್ರಣ ಕೋಶದ ಪ್ರಗತಿ ಪರಿಶೀಲನಾ ಸಭೆ ಹಮ್ಮಿಕೊಳ್ಳಲಾಗಿದೆ ಎಂದು ಜಿಲ್ಲಾ ತಂಬಾಕು ನಿಯಂತ್ರಣ ಕೋಶದ ಅಧಿಕಾರಿಗಳು ತಿಳಿಸಿದ್ದಾರೆ.	[1037, 1099, 1432, 1224]
lead-headline-black: ಅರಣ್ಯ ಸಂರಕ್ಷಣೆಗೆ	[472, 251, 732, 304]
tender-notice-5	[1037, 1801, 1435, 2374]
imprint	[55, 2389, 1435, 2459]
sahakara-headline-black: ಪ್ರಶಸ್ತಿಗಾಗಿ ಅರ್ಜಿ ಆಹ್ವಾನ	[1137, 1289, 1307, 1313]
missing-person-photo	[1223, 777, 1411, 905]
tender-notice-3	[58, 1552, 446, 1954]
section-divider	[1037, 1587, 1432, 1588]
masthead	[55, 150, 1435, 215]
government-emblem-icon	[197, 1145, 216, 1164]
tender-notice-1	[58, 822, 446, 1129]
